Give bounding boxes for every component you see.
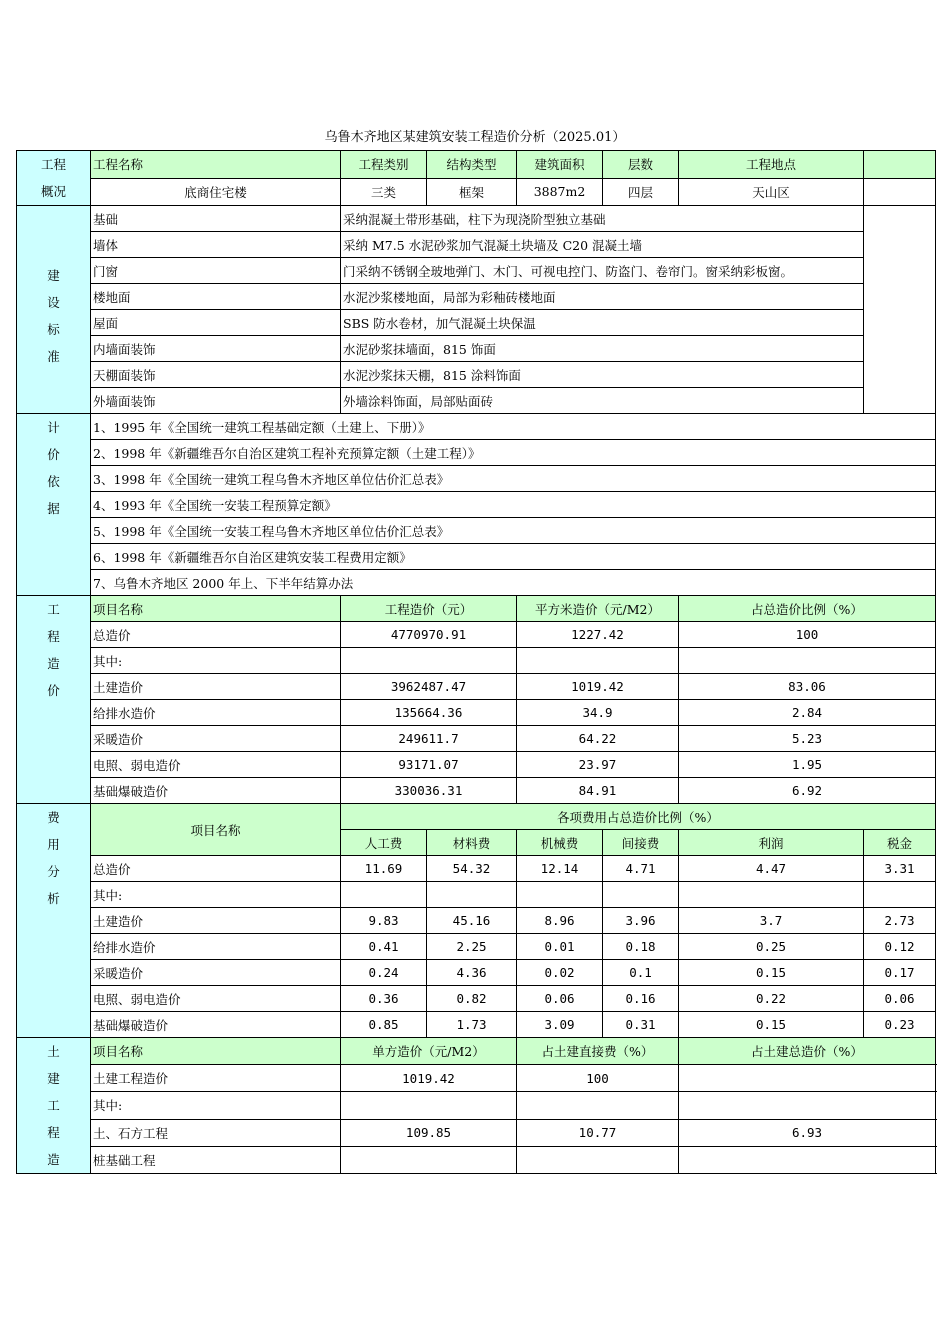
cost-name: 总造价 (91, 622, 341, 648)
table-row (17, 544, 936, 570)
fees-value (427, 882, 517, 908)
table-row (17, 986, 936, 1012)
table-row (17, 518, 936, 544)
value-location: 天山区 (679, 178, 864, 206)
cost-header-ratio: 占总造价比例（%） (679, 596, 936, 622)
cost-total: 93171.07 (341, 752, 517, 778)
cost-total: 330036.31 (341, 778, 517, 804)
header-empty (864, 151, 936, 179)
cost-per-m2: 34.9 (517, 700, 679, 726)
section-label-standards: 建 设 标 准 (17, 206, 91, 414)
fees-value: 0.02 (517, 960, 603, 986)
fees-value: 4.71 (603, 856, 679, 882)
civil-header-row (17, 1038, 936, 1065)
standard-item: 内墙面装饰 (91, 336, 341, 362)
cost-ratio: 5.23 (679, 726, 936, 752)
fees-value: 0.85 (341, 1012, 427, 1038)
cost-ratio: 6.92 (679, 778, 936, 804)
fees-value: 0.01 (517, 934, 603, 960)
basis-item: 6、1998 年《新疆维吾尔自治区建筑安装工程费用定额》 (91, 544, 936, 570)
fees-header-tax: 税金 (864, 830, 936, 856)
standard-desc: 水泥砂浆抹墙面，815 饰面 (341, 336, 864, 362)
fees-value: 3.31 (864, 856, 936, 882)
table-row (17, 1092, 936, 1119)
table-row (17, 726, 936, 752)
cost-per-m2: 84.91 (517, 778, 679, 804)
fees-value: 0.15 (679, 960, 864, 986)
fees-value: 3.96 (603, 908, 679, 934)
header-category: 工程类别 (341, 151, 427, 179)
table-row (17, 440, 936, 466)
cost-per-m2: 1019.42 (517, 674, 679, 700)
civil-direct (517, 1092, 679, 1119)
civil-total: 6.93 (679, 1119, 936, 1146)
table-row (17, 1012, 936, 1038)
fees-name: 给排水造价 (91, 934, 341, 960)
table-row (17, 414, 936, 440)
fees-name: 基础爆破造价 (91, 1012, 341, 1038)
section-label-basis: 计 价 依 据 (17, 414, 91, 596)
standard-desc: 采纳混凝土带形基础，柱下为现浇阶型独立基础 (341, 206, 864, 232)
cost-per-m2: 64.22 (517, 726, 679, 752)
fees-group-header: 各项费用占总造价比例（%） (341, 804, 936, 830)
fees-value: 11.69 (341, 856, 427, 882)
civil-header-unit: 单方造价（元/M2） (341, 1038, 517, 1065)
section-label-overview: 工程 概况 (17, 151, 91, 206)
table-row (17, 336, 936, 362)
header-floors: 层数 (603, 151, 679, 179)
fees-header-labor: 人工费 (341, 830, 427, 856)
table-row (17, 622, 936, 648)
blank-cell (864, 178, 936, 206)
table-row (17, 570, 936, 596)
fees-value: 0.1 (603, 960, 679, 986)
standard-item: 墙体 (91, 232, 341, 258)
standard-item: 屋面 (91, 310, 341, 336)
value-project-name: 底商住宅楼 (91, 178, 341, 206)
fees-value: 0.15 (679, 1012, 864, 1038)
fees-value: 9.83 (341, 908, 427, 934)
fees-value: 4.47 (679, 856, 864, 882)
fees-value (603, 882, 679, 908)
civil-direct: 10.77 (517, 1119, 679, 1146)
fees-value: 2.73 (864, 908, 936, 934)
section-label-cost: 工 程 造 价 (17, 596, 91, 804)
civil-total (679, 1092, 936, 1119)
fees-value: 0.36 (341, 986, 427, 1012)
standard-item: 楼地面 (91, 284, 341, 310)
header-location: 工程地点 (679, 151, 864, 179)
fees-value: 0.31 (603, 1012, 679, 1038)
table-row (17, 492, 936, 518)
fees-value: 0.25 (679, 934, 864, 960)
basis-item: 7、乌鲁木齐地区 2000 年上、下半年结算办法 (91, 570, 936, 596)
fees-value: 0.22 (679, 986, 864, 1012)
standard-item: 外墙面装饰 (91, 388, 341, 414)
fees-value: 3.7 (679, 908, 864, 934)
fees-value: 1.73 (427, 1012, 517, 1038)
civil-unit: 1019.42 (341, 1065, 517, 1092)
fees-value: 0.23 (864, 1012, 936, 1038)
standard-item: 基础 (91, 206, 341, 232)
table-row (17, 1119, 936, 1146)
civil-total (679, 1146, 936, 1173)
fees-value (341, 882, 427, 908)
basis-item: 3、1998 年《全国统一建筑工程乌鲁木齐地区单位估价汇总表》 (91, 466, 936, 492)
standard-item: 门窗 (91, 258, 341, 284)
table-row (17, 362, 936, 388)
fees-value: 0.16 (603, 986, 679, 1012)
overview-header-row (17, 151, 936, 179)
standard-desc: 采纳 M7.5 水泥砂浆加气混凝土块墙及 C20 混凝土墙 (341, 232, 864, 258)
basis-item: 4、1993 年《全国统一安装工程预算定额》 (91, 492, 936, 518)
cost-ratio: 100 (679, 622, 936, 648)
standard-desc: 门采纳不锈钢全玻地弹门、木门、可视电控门、防盗门、卷帘门。窗采纳彩板窗。 (341, 258, 936, 284)
basis-item: 5、1998 年《全国统一安装工程乌鲁木齐地区单位估价汇总表》 (91, 518, 936, 544)
cost-name: 其中: (91, 648, 341, 674)
civil-header-name: 项目名称 (91, 1038, 341, 1065)
standard-desc: 水泥沙浆楼地面，局部为彩釉砖楼地面 (341, 284, 864, 310)
fees-header-name: 项目名称 (91, 804, 341, 856)
civil-unit (341, 1092, 517, 1119)
table-row (17, 882, 936, 908)
table-row (17, 1146, 936, 1173)
cost-name: 基础爆破造价 (91, 778, 341, 804)
cost-total: 135664.36 (341, 700, 517, 726)
header-area: 建筑面积 (517, 151, 603, 179)
fees-value (864, 882, 936, 908)
cost-total: 249611.7 (341, 726, 517, 752)
cost-ratio: 2.84 (679, 700, 936, 726)
cost-total: 4770970.91 (341, 622, 517, 648)
civil-name: 其中: (91, 1092, 341, 1119)
fees-header-profit: 利润 (679, 830, 864, 856)
fees-value: 0.41 (341, 934, 427, 960)
cost-header-total: 工程造价（元） (341, 596, 517, 622)
table-row (17, 908, 936, 934)
civil-header-total: 占土建总造价（%） (679, 1038, 936, 1065)
fees-value: 2.25 (427, 934, 517, 960)
cost-per-m2: 1227.42 (517, 622, 679, 648)
civil-total (679, 1065, 936, 1092)
blank-cell (864, 206, 936, 414)
standard-desc: 水泥沙浆抹天棚，815 涂料饰面 (341, 362, 864, 388)
fees-value (517, 882, 603, 908)
fees-name: 土建造价 (91, 908, 341, 934)
value-area: 3887m2 (517, 178, 603, 206)
civil-header-direct: 占土建直接费（%） (517, 1038, 679, 1065)
table-row (17, 310, 936, 336)
fees-value: 0.12 (864, 934, 936, 960)
cost-header-per-m2: 平方米造价（元/M2） (517, 596, 679, 622)
fees-value: 45.16 (427, 908, 517, 934)
fees-name: 其中: (91, 882, 341, 908)
table-row (17, 232, 936, 258)
cost-ratio: 1.95 (679, 752, 936, 778)
value-structure: 框架 (427, 178, 517, 206)
standard-item: 天棚面装饰 (91, 362, 341, 388)
fees-group-header-row (17, 804, 936, 830)
basis-item: 2、1998 年《新疆维吾尔自治区建筑工程补充预算定额（土建工程）》 (91, 440, 936, 466)
table-row (17, 960, 936, 986)
fees-value: 4.36 (427, 960, 517, 986)
basis-item: 1、1995 年《全国统一建筑工程基础定额（土建上、下册）》 (91, 414, 936, 440)
overview-value-row (17, 178, 936, 206)
cost-header-row (17, 596, 936, 622)
header-structure: 结构类型 (427, 151, 517, 179)
fees-value: 12.14 (517, 856, 603, 882)
section-label-fees: 费 用 分 析 (17, 804, 91, 1038)
cost-name: 给排水造价 (91, 700, 341, 726)
cost-name: 电照、弱电造价 (91, 752, 341, 778)
cost-per-m2 (517, 648, 679, 674)
page-title: 乌鲁木齐地区某建筑安装工程造价分析（2025.01） (324, 130, 626, 145)
fees-value: 0.24 (341, 960, 427, 986)
section-label-civil: 土 建 工 程 造 (17, 1038, 91, 1174)
table-row (17, 258, 936, 284)
civil-unit (341, 1146, 517, 1173)
cost-ratio (679, 648, 936, 674)
table-row (17, 206, 936, 232)
cost-total (341, 648, 517, 674)
cost-analysis-table (16, 150, 936, 1174)
cost-per-m2: 23.97 (517, 752, 679, 778)
cost-total: 3962487.47 (341, 674, 517, 700)
fees-value: 0.06 (864, 986, 936, 1012)
cost-header-name: 项目名称 (91, 596, 341, 622)
fees-value: 0.17 (864, 960, 936, 986)
civil-name: 土建工程造价 (91, 1065, 341, 1092)
table-row (17, 934, 936, 960)
fees-name: 电照、弱电造价 (91, 986, 341, 1012)
fees-name: 采暖造价 (91, 960, 341, 986)
fees-header-indirect: 间接费 (603, 830, 679, 856)
fees-value: 0.06 (517, 986, 603, 1012)
civil-direct: 100 (517, 1065, 679, 1092)
fees-name: 总造价 (91, 856, 341, 882)
fees-header-machinery: 机械费 (517, 830, 603, 856)
standard-desc: SBS 防水卷材，加气混凝土块保温 (341, 310, 864, 336)
table-row (17, 674, 936, 700)
value-floors: 四层 (603, 178, 679, 206)
civil-name: 桩基础工程 (91, 1146, 341, 1173)
fees-header-material: 材料费 (427, 830, 517, 856)
fees-value: 0.18 (603, 934, 679, 960)
fees-value (679, 882, 864, 908)
table-row (17, 856, 936, 882)
civil-name: 土、石方工程 (91, 1119, 341, 1146)
fees-value: 54.32 (427, 856, 517, 882)
cost-name: 土建造价 (91, 674, 341, 700)
table-row (17, 752, 936, 778)
table-row (17, 284, 936, 310)
value-category: 三类 (341, 178, 427, 206)
table-row (17, 466, 936, 492)
table-row (17, 388, 936, 414)
standard-desc: 外墙涂料饰面，局部贴面砖 (341, 388, 864, 414)
fees-value: 0.82 (427, 986, 517, 1012)
civil-unit: 109.85 (341, 1119, 517, 1146)
table-row (17, 1065, 936, 1092)
civil-direct (517, 1146, 679, 1173)
fees-value: 3.09 (517, 1012, 603, 1038)
cost-ratio: 83.06 (679, 674, 936, 700)
fees-value: 8.96 (517, 908, 603, 934)
table-row (17, 648, 936, 674)
header-project-name: 工程名称 (91, 151, 341, 179)
table-row (17, 700, 936, 726)
table-row (17, 778, 936, 804)
cost-name: 采暖造价 (91, 726, 341, 752)
